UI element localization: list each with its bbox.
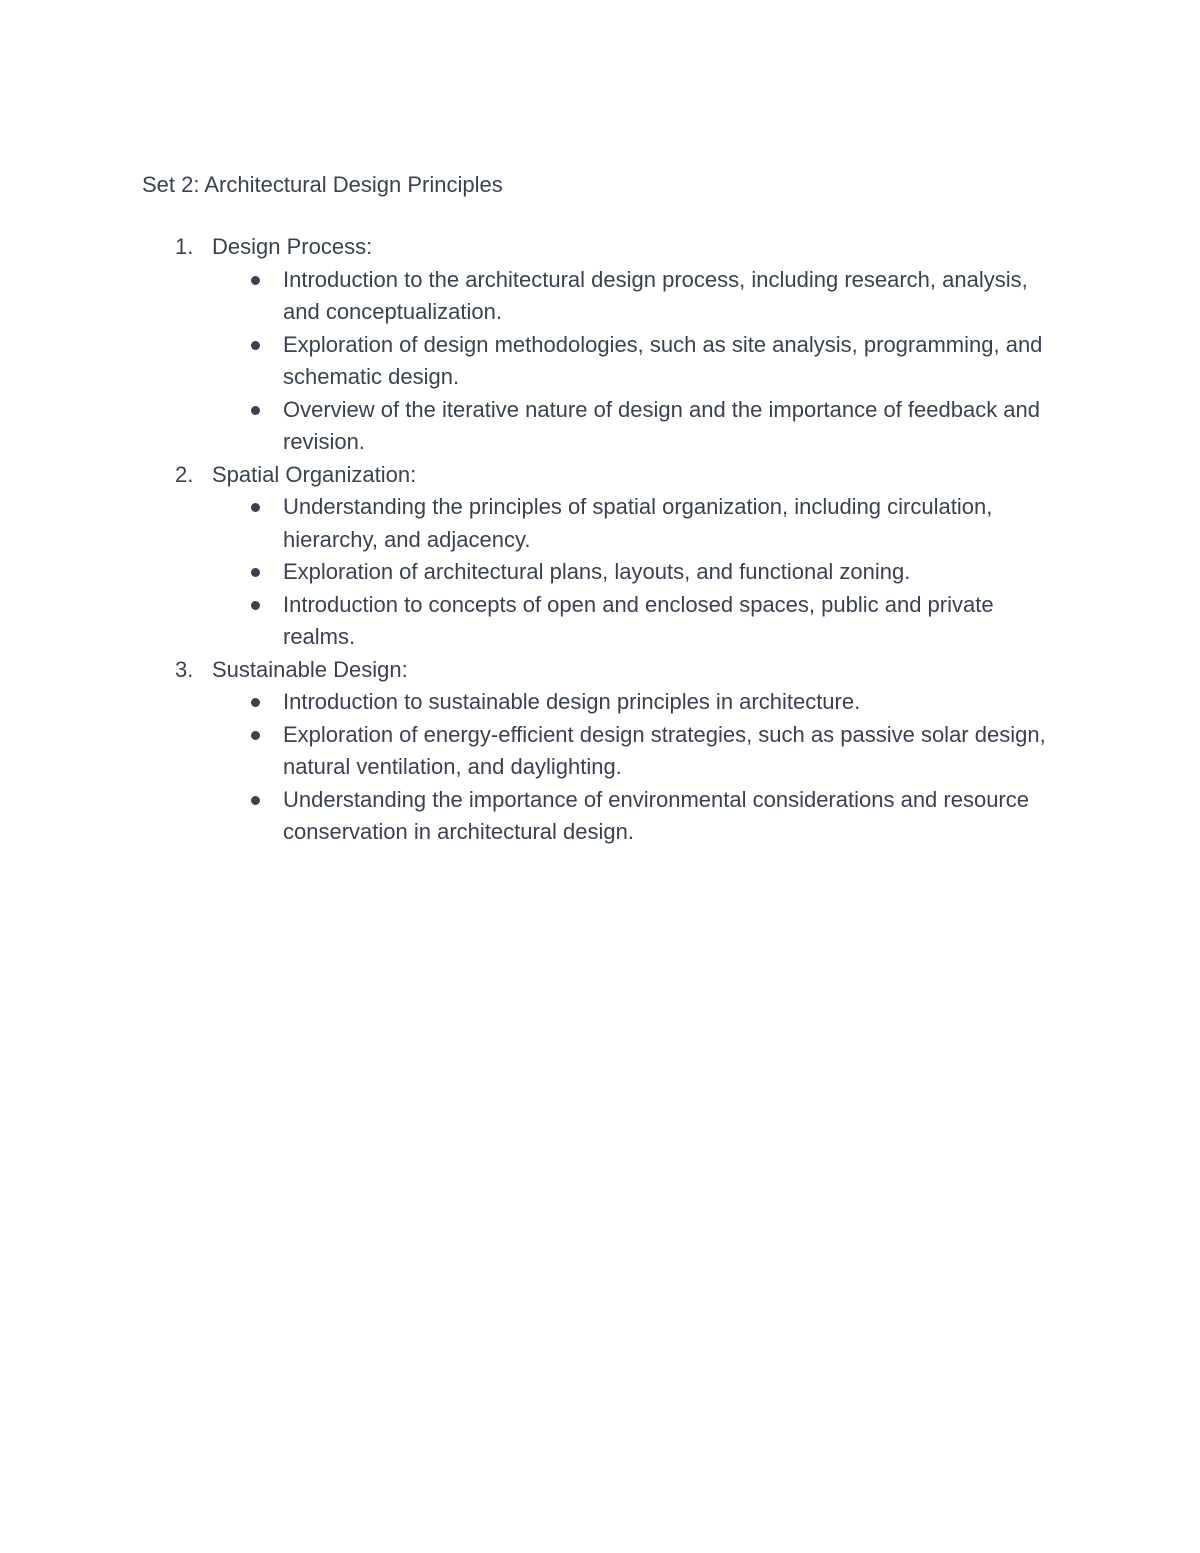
- section-design-process: [0, 231, 1200, 459]
- bullet-icon: [251, 341, 260, 350]
- bullet-item: [0, 784, 1063, 849]
- bullet-item: [0, 719, 1063, 784]
- bullet-icon: [251, 503, 260, 512]
- bullet-icon: [251, 731, 260, 740]
- section-heading-row: [0, 654, 1200, 687]
- bullet-list: [0, 491, 1200, 654]
- section-heading-row: [0, 231, 1200, 264]
- bullet-text: Exploration of energy-efficient design strategies, such as passive solar design, natural ventilation, and daylighting.: [283, 721, 1046, 779]
- section-sustainable-design: [0, 654, 1200, 849]
- bullet-text: Introduction to concepts of open and enclosed spaces, public and private realms.: [283, 591, 994, 649]
- bullet-item: [0, 491, 1063, 556]
- section-heading: Design Process:: [212, 234, 373, 259]
- bullet-text: Exploration of design methodologies, such as site analysis, programming, and schematic design.: [283, 331, 1043, 389]
- bullet-text: Exploration of architectural plans, layouts, and functional zoning.: [283, 559, 911, 584]
- bullet-item: [0, 556, 1063, 589]
- bullet-text: Introduction to sustainable design principles in architecture.: [283, 689, 861, 714]
- section-heading-row: [0, 459, 1200, 492]
- bullet-icon: [251, 568, 260, 577]
- bullet-list: [0, 686, 1200, 849]
- topic-outline: [0, 231, 1200, 849]
- section-heading: Sustainable Design:: [212, 656, 408, 682]
- bullet-text: Understanding the importance of environmental considerations and resource conservation in architectural design.: [283, 786, 1029, 844]
- bullet-item: [0, 589, 1063, 654]
- bullet-item: [0, 329, 1063, 394]
- section-number: 2.: [175, 461, 194, 487]
- section-spatial-organization: [0, 459, 1200, 654]
- bullet-icon: [251, 601, 260, 610]
- bullet-list: [0, 264, 1200, 459]
- document-title: Set 2: Architectural Design Principles: [142, 172, 503, 197]
- bullet-text: Overview of the iterative nature of design and the importance of feedback and revision.: [283, 396, 1041, 454]
- section-number: 3.: [175, 656, 194, 682]
- bullet-item: [0, 686, 1063, 719]
- section-number: 1.: [175, 234, 194, 259]
- bullet-icon: [251, 276, 260, 285]
- bullet-item: [0, 394, 1063, 459]
- section-heading: Spatial Organization:: [212, 461, 417, 487]
- bullet-text: Introduction to the architectural design process, including research, analysis, and conceptualization.: [283, 266, 1028, 324]
- bullet-icon: [251, 698, 260, 707]
- bullet-item: [0, 264, 1063, 329]
- bullet-icon: [251, 796, 260, 805]
- bullet-icon: [251, 406, 260, 415]
- bullet-text: Understanding the principles of spatial organization, including circulation, hierarchy, and adjacency.: [283, 494, 993, 552]
